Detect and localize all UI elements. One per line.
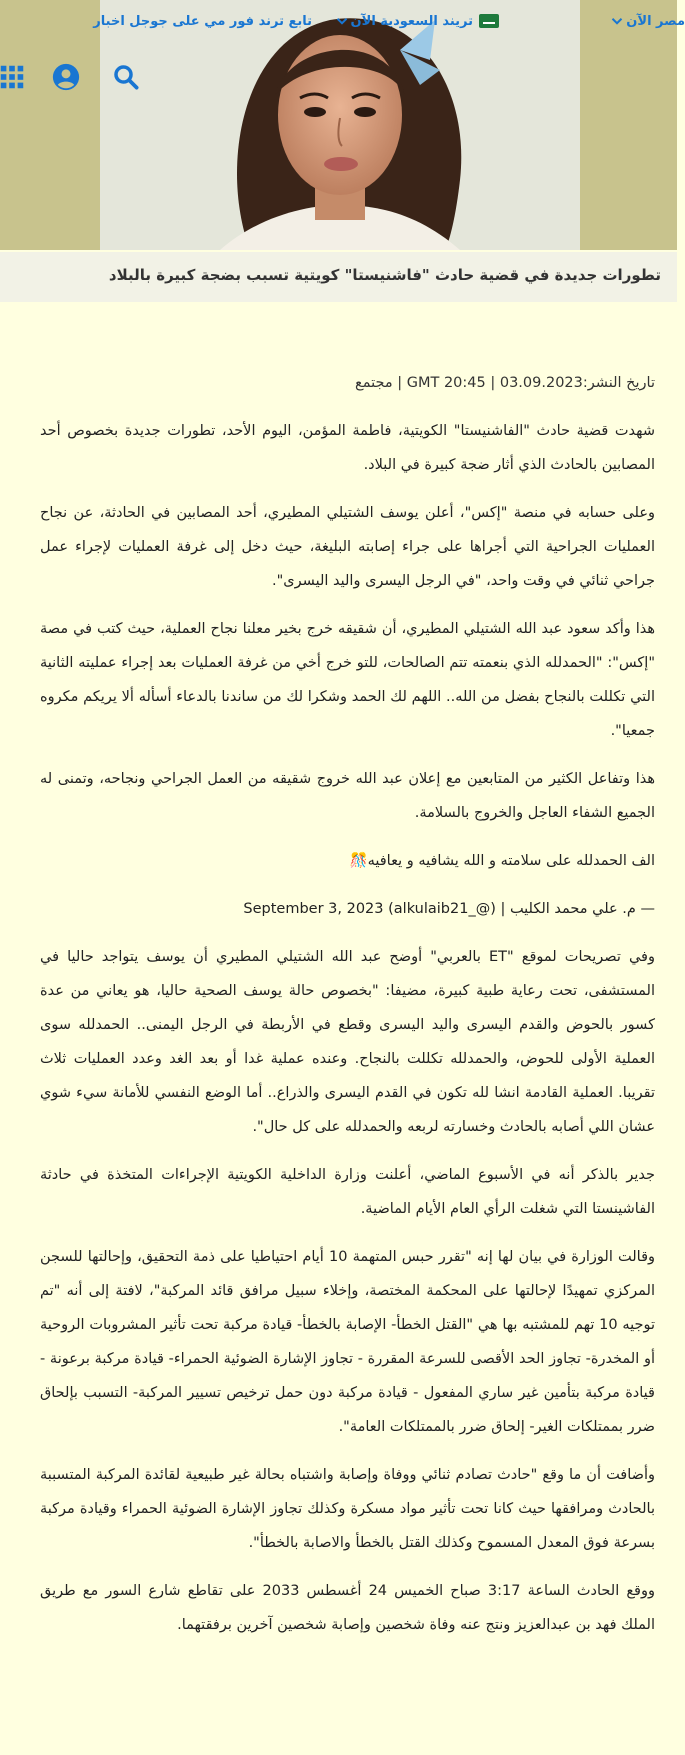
article-paragraph: جدير بالذكر أنه في الأسبوع الماضي، أعلنت وزارة الداخلية الكويتية الإجراءات المتخذة في حادثة الفاشينستا التي شغلت الرأي العام الأيام الماضية.	[40, 1167, 655, 1217]
article-body	[40, 366, 655, 1656]
article-paragraph: وقالت الوزارة في بيان لها إنه "تقرر حبس المتهمة 10 أيام احتياطيا على ذمة التحقيق، وإحالتها للسجن المركزي تمهيدًا لإحالتها على المحكمة المختصة، وإخلاء سبيل مرافق قائد المركبة"، لافتة إلى أنه "تم توجيه 10 تهم للمشتبه بها هي "القتل الخطأ- الإصابة بالخطأ- قيادة مركبة تحت تأثير المشروبات الروحية أو المخدرة- تجاوز الحد الأقصى للسرعة المقررة - تجاوز الإشارة الضوئية الحمراء- قيادة مركبة برعونة - قيادة مركبة بتأمين غير ساري المفعول - قيادة مركبة دون حمل ترخيص تسيير المركبة- التسبب بإلحاق ضرر بممتلكات الغير- إلحاق ضرر بالممتلكات العامة".	[40, 1249, 656, 1435]
chevron-down-icon	[333, 12, 351, 30]
nav-saudi-trend-label: تريند السعودية الآن	[350, 13, 473, 29]
embedded-tweet-text: الف الحمدلله على سلامته و الله يشافيه و يعافيه🎊	[349, 853, 655, 869]
nav-saudi-trend[interactable]	[327, 10, 499, 32]
saudi-flag-icon	[479, 14, 499, 28]
nav-egypt-now[interactable]	[602, 10, 685, 32]
article-title: تطورات جديدة في قضية حادث "فاشنيستا" كويتية تسبب بضجة كبيرة بالبلاد	[108, 266, 661, 284]
article-paragraph: هذا وتفاعل الكثير من المتابعين مع إعلان عبد الله خروج شقيقه من العمل الجراحي ونجاحه، وتمنى له الجميع الشفاء العاجل والخروج بالسلامة.	[40, 771, 655, 821]
account-icon[interactable]	[51, 62, 81, 92]
search-icon[interactable]	[111, 62, 141, 92]
apps-grid-icon[interactable]	[0, 62, 27, 92]
chevron-down-icon	[608, 12, 626, 30]
top-nav	[0, 0, 685, 40]
article-paragraph: وأضافت أن ما وقع "حادث تصادم ثنائي ووفاة وإصابة واشتباه بحالة غير طبيعية لقائدة المركبة المتسببة بالحادث ومرافقها حيث كانا تحت تأثير مواد مسكرة وكذلك تجاوز الإشارة الضوئية الحمراء وقيادة مركبة بسرعة فوق المعدل المسموح وكذلك القتل بالخطأ والاصابة بالخطأ".	[40, 1467, 655, 1551]
nav-google-news-label: تابع ترند فور مي على جوجل اخبار	[93, 13, 312, 29]
embedded-tweet-credit[interactable]: — م. علي محمد الكليب | (@_alkulaib21) September 3, 2023	[243, 901, 655, 917]
site-header	[0, 0, 685, 250]
article-paragraph: وفي تصريحات لموقع "ET بالعربي" أوضح عبد الله الشتيلي المطيري أن يوسف يتواجد حاليا في المستشفى، تحت رعاية طبية كبيرة، مضيفا: "بخصوص حالة يوسف الصحية حاليا، هو يعاني من عدة كسور بالحوض والقدم اليسرى واليد اليسرى وقطع في الأربطة في الرجل اليمنى.. الحمدلله سوى العملية الأولى للحوض، والحمدلله تكللت بالنجاح. وعنده عملية غدا أو بعد الغد وعدد العمليات ثلاث تقريبا. العملية القادمة انشا لله تكون في القدم اليسرى والذراع.. أما الوضع النفسي للأمانة سيء شوي عشان اللي أصابه بالحادث وخسارته لربعه والحمدلله على كل حال".	[40, 949, 655, 1135]
publish-meta: تاريخ النشر:03.09.2023 | 20:45 GMT | مجتمع	[355, 375, 655, 391]
article-paragraph: ووقع الحادث الساعة 3:17 صباح الخميس 24 أغسطس 2033 على تقاطع شارع السور مع طريق الملك فهد بن عبدالعزيز ونتج عنه وفاة شخصين وإصابة شخصين آخرين برفقتهما.	[40, 1583, 655, 1633]
article-paragraph: شهدت قضية حادث "الفاشنيستا" الكويتية، فاطمة المؤمن، اليوم الأحد، تطورات جديدة بخصوص أحد المصابين بالحادث الذي أثار ضجة كبيرة في البلاد.	[40, 423, 655, 473]
nav-egypt-now-label: مصر الآن	[626, 13, 685, 29]
article-paragraph: وعلى حسابه في منصة "إكس"، أعلن يوسف الشتيلي المطيري، أحد المصابين في الحادثة، عن نجاح العمليات الجراحية التي أجراها على جراء إصابته البليغة، حيث دخل إلى غرفة العمليات لإجراء عمل جراحي ثنائي في وقت واحد، "في الرجل اليسرى واليد اليسرى".	[40, 505, 655, 589]
nav-google-news[interactable]	[93, 10, 312, 32]
article-paragraph: هذا وأكد سعود عبد الله الشتيلي المطيري، أن شقيقه خرج بخير معلنا نجاح العملية، حيث كتب في مصة "إكس": "الحمدلله الذي بنعمته تتم الصالحات، للتو خرج أخي من غرفة العمليات بعد إجراء عمليته الثانية التي تكللت بالنجاح بفضل من الله.. اللهم لك الحمد وشكرا لك من ساندنا بالدعاء أسأله ألا يريكم مكروه جمعيا".	[40, 621, 655, 739]
header-icons	[0, 62, 150, 98]
title-bar	[0, 252, 677, 302]
